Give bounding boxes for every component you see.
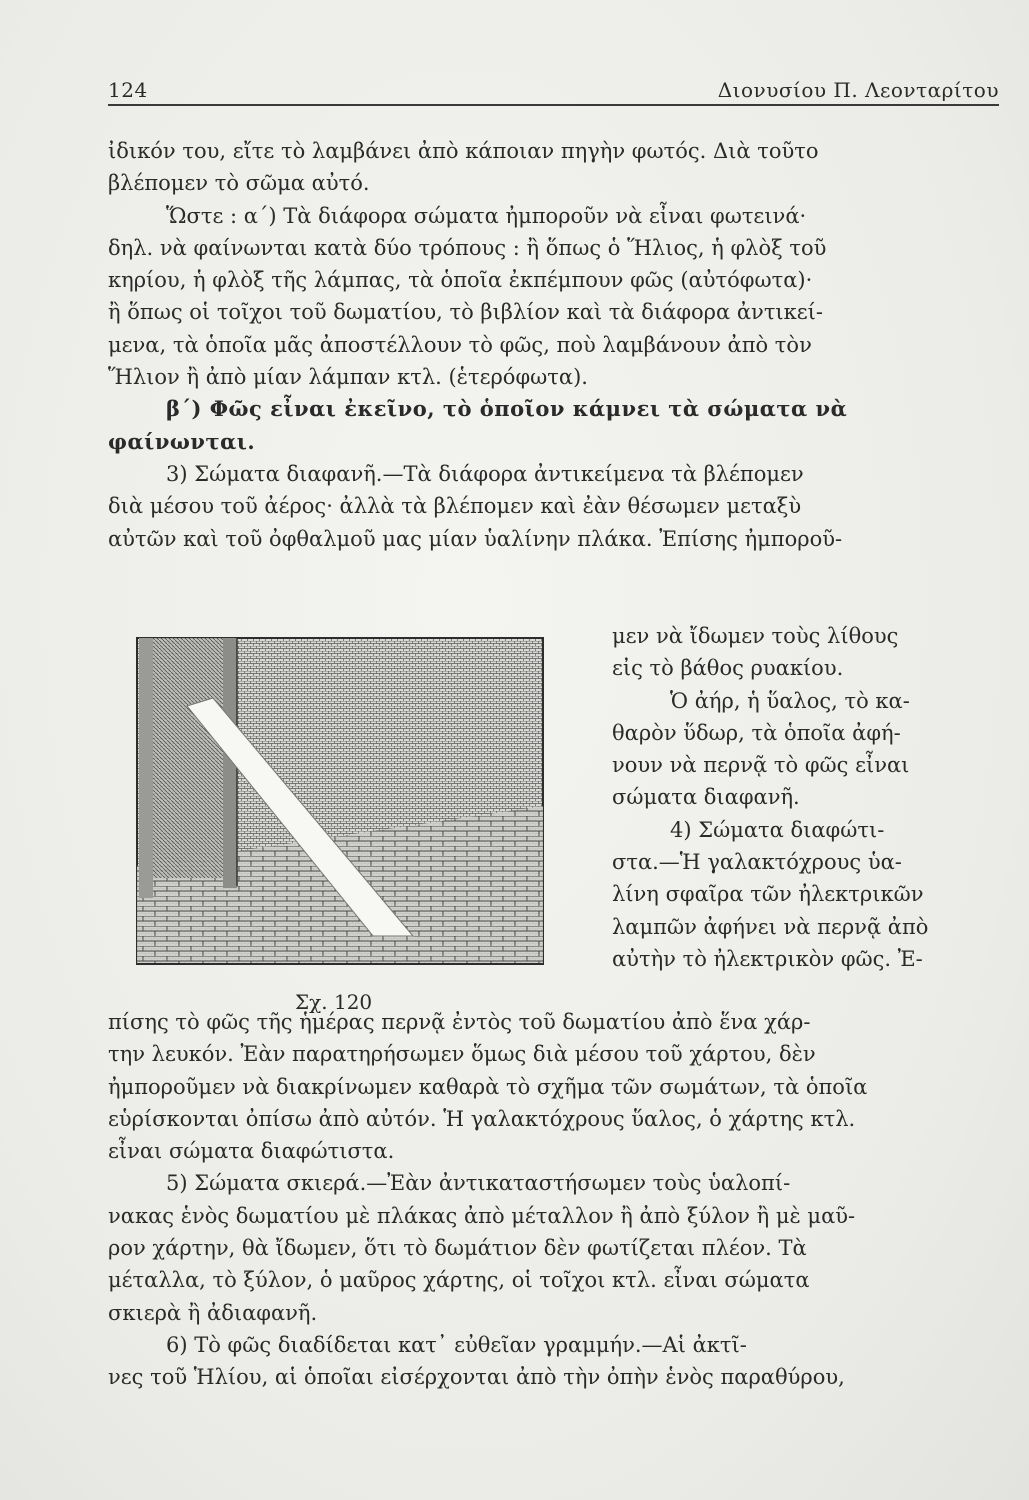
header-rule	[108, 104, 999, 106]
section-6-heading-line: 6) Τὸ φῶς διαδίδεται κατ᾽ εὐθεῖαν γραμμήν.—Αἱ ἀκτῖ-	[166, 1332, 747, 1357]
text-line: ἰδικόν του, εἴτε τὸ λαμβάνει ἀπὸ κάποιαν πηγὴν φωτός. Διὰ τοῦτο	[108, 139, 819, 163]
figure-caption: Σχ. 120	[295, 990, 373, 1014]
page-header	[108, 74, 999, 104]
running-author: Διονυσίου Π. Λεονταρίτου	[717, 78, 999, 102]
text-line: νουν νὰ περνᾷ τὸ φῶς εἶναι	[612, 753, 910, 778]
section-5-heading-line: 5) Σώματα σκιερά.—Ἐὰν ἀντικαταστήσωμεν τοὺς ὑαλοπί-	[166, 1171, 791, 1196]
room-light-beam-engraving	[135, 636, 545, 966]
text-line: πίσης τὸ φῶς τῆς ἡμέρας περνᾷ ἐντὸς τοῦ δωματίου ἀπὸ ἕνα χάρ-	[108, 1010, 811, 1034]
text-line: εἰς τὸ βάθος ρυακίου.	[612, 656, 844, 681]
text-line: ἠμποροῦμεν νὰ διακρίνωμεν καθαρὰ τὸ σχῆμα τῶν σωμάτων, τὰ ὁποῖα	[108, 1074, 868, 1099]
text-line: αὐτῶν καὶ τοῦ ὀφθαλμοῦ μας μίαν ὑαλίνην πλάκα. Ἐπίσης ἠμποροῦ-	[108, 526, 843, 551]
text-line: κηρίου, ἡ φλὸξ τῆς λάμπας, τὰ ὁποῖα ἐκπέμπουν φῶς (αὐτόφωτα)·	[108, 268, 813, 293]
text-line: διὰ μέσου τοῦ ἀέρος· ἀλλὰ τὰ βλέπομεν καὶ ἐὰν θέσωμεν μεταξὺ	[108, 494, 802, 519]
section-3-heading-line: 3) Σώματα διαφανῆ.—Τὰ διάφορα ἀντικείμενα τὰ βλέπομεν	[166, 461, 804, 486]
text-line: σώματα διαφανῆ.	[612, 785, 800, 810]
text-line: λαμπῶν ἀφήνει νὰ περνᾷ ἀπὸ	[612, 914, 929, 939]
definition-line: β΄) Φῶς εἶναι ἐκεῖνο, τὸ ὁποῖον κάμνει τὰ σώματα νὰ	[166, 396, 848, 422]
text-line: Ὁ ἀήρ, ἡ ὕαλος, τὸ κα-	[670, 688, 910, 713]
definition-line: φαίνωνται.	[108, 428, 256, 454]
text-line: στα.—Ἡ γαλακτόχρους ὑα-	[612, 850, 902, 875]
text-line: νες τοῦ Ἡλίου, αἱ ὁποῖαι εἰσέρχονται ἀπὸ τὴν ὀπὴν ἑνὸς παραθύρου,	[108, 1365, 845, 1390]
page-number: 124	[108, 78, 148, 102]
text-line: ἢ ὅπως οἱ τοῖχοι τοῦ δωματίου, τὸ βιβλίον καὶ τὰ διάφορα ἀντικεί-	[108, 300, 824, 325]
text-line: αὐτὴν τὸ ἠλεκτρικὸν φῶς. Ἐ-	[612, 946, 923, 971]
bottom-text	[108, 1006, 986, 1394]
text-line: νακας ἑνὸς δωματίου μὲ πλάκας ἀπὸ μέταλλον ἢ ἀπὸ ξύλον ἢ μὲ μαῦ-	[108, 1203, 856, 1228]
text-line: βλέπομεν τὸ σῶμα αὐτό.	[108, 171, 370, 196]
text-line: μενα, τὰ ὁποῖα μᾶς ἀποστέλλουν τὸ φῶς, ποὺ λαμβάνουν ἀπὸ τὸν	[108, 332, 812, 357]
text-line: ρον χάρτην, θὰ ἴδωμεν, ὅτι τὸ δωμάτιον δὲν φωτίζεται πλέον. Τὰ	[108, 1236, 807, 1261]
section-4-heading-line: 4) Σώματα διαφώτι-	[670, 817, 885, 842]
text-line: Ἥλιον ἢ ἀπὸ μίαν λάμπαν κτλ. (ἑτερόφωτα).	[108, 365, 588, 390]
top-text	[108, 135, 986, 555]
figure-120-illustration	[135, 636, 545, 966]
text-line: δηλ. νὰ φαίνωνται κατὰ δύο τρόπους : ἢ ὅπως ὁ Ἥλιος, ἡ φλὸξ τοῦ	[108, 235, 827, 260]
text-line: μέταλλα, τὸ ξύλον, ὁ μαῦρος χάρτης, οἱ τοῖχοι κτλ. εἶναι σώματα	[108, 1268, 810, 1293]
text-line: θαρὸν ὕδωρ, τὰ ὁποῖα ἀφή-	[612, 720, 901, 745]
text-line: λίνη σφαῖρα τῶν ἠλεκτρικῶν	[612, 882, 924, 907]
text-line: εἶναι σώματα διαφώτιστα.	[108, 1139, 395, 1164]
text-line: την λευκόν. Ἐὰν παρατηρήσωμεν ὅμως διὰ μέσου τοῦ χάρτου, δὲν	[108, 1042, 816, 1067]
text-line: μεν νὰ ἴδωμεν τοὺς λίθους	[612, 624, 899, 648]
text-line: Ὥστε : α΄) Τὰ διάφορα σώματα ἠμποροῦν νὰ εἶναι φωτεινά·	[166, 203, 807, 228]
text-line: σκιερὰ ἢ ἀδιαφανῆ.	[108, 1300, 318, 1325]
text-line: εὑρίσκονται ὀπίσω ἀπὸ αὐτόν. Ἡ γαλακτόχρους ὕαλος, ὁ χάρτης κτλ.	[108, 1106, 856, 1131]
right-column-text	[612, 620, 986, 975]
